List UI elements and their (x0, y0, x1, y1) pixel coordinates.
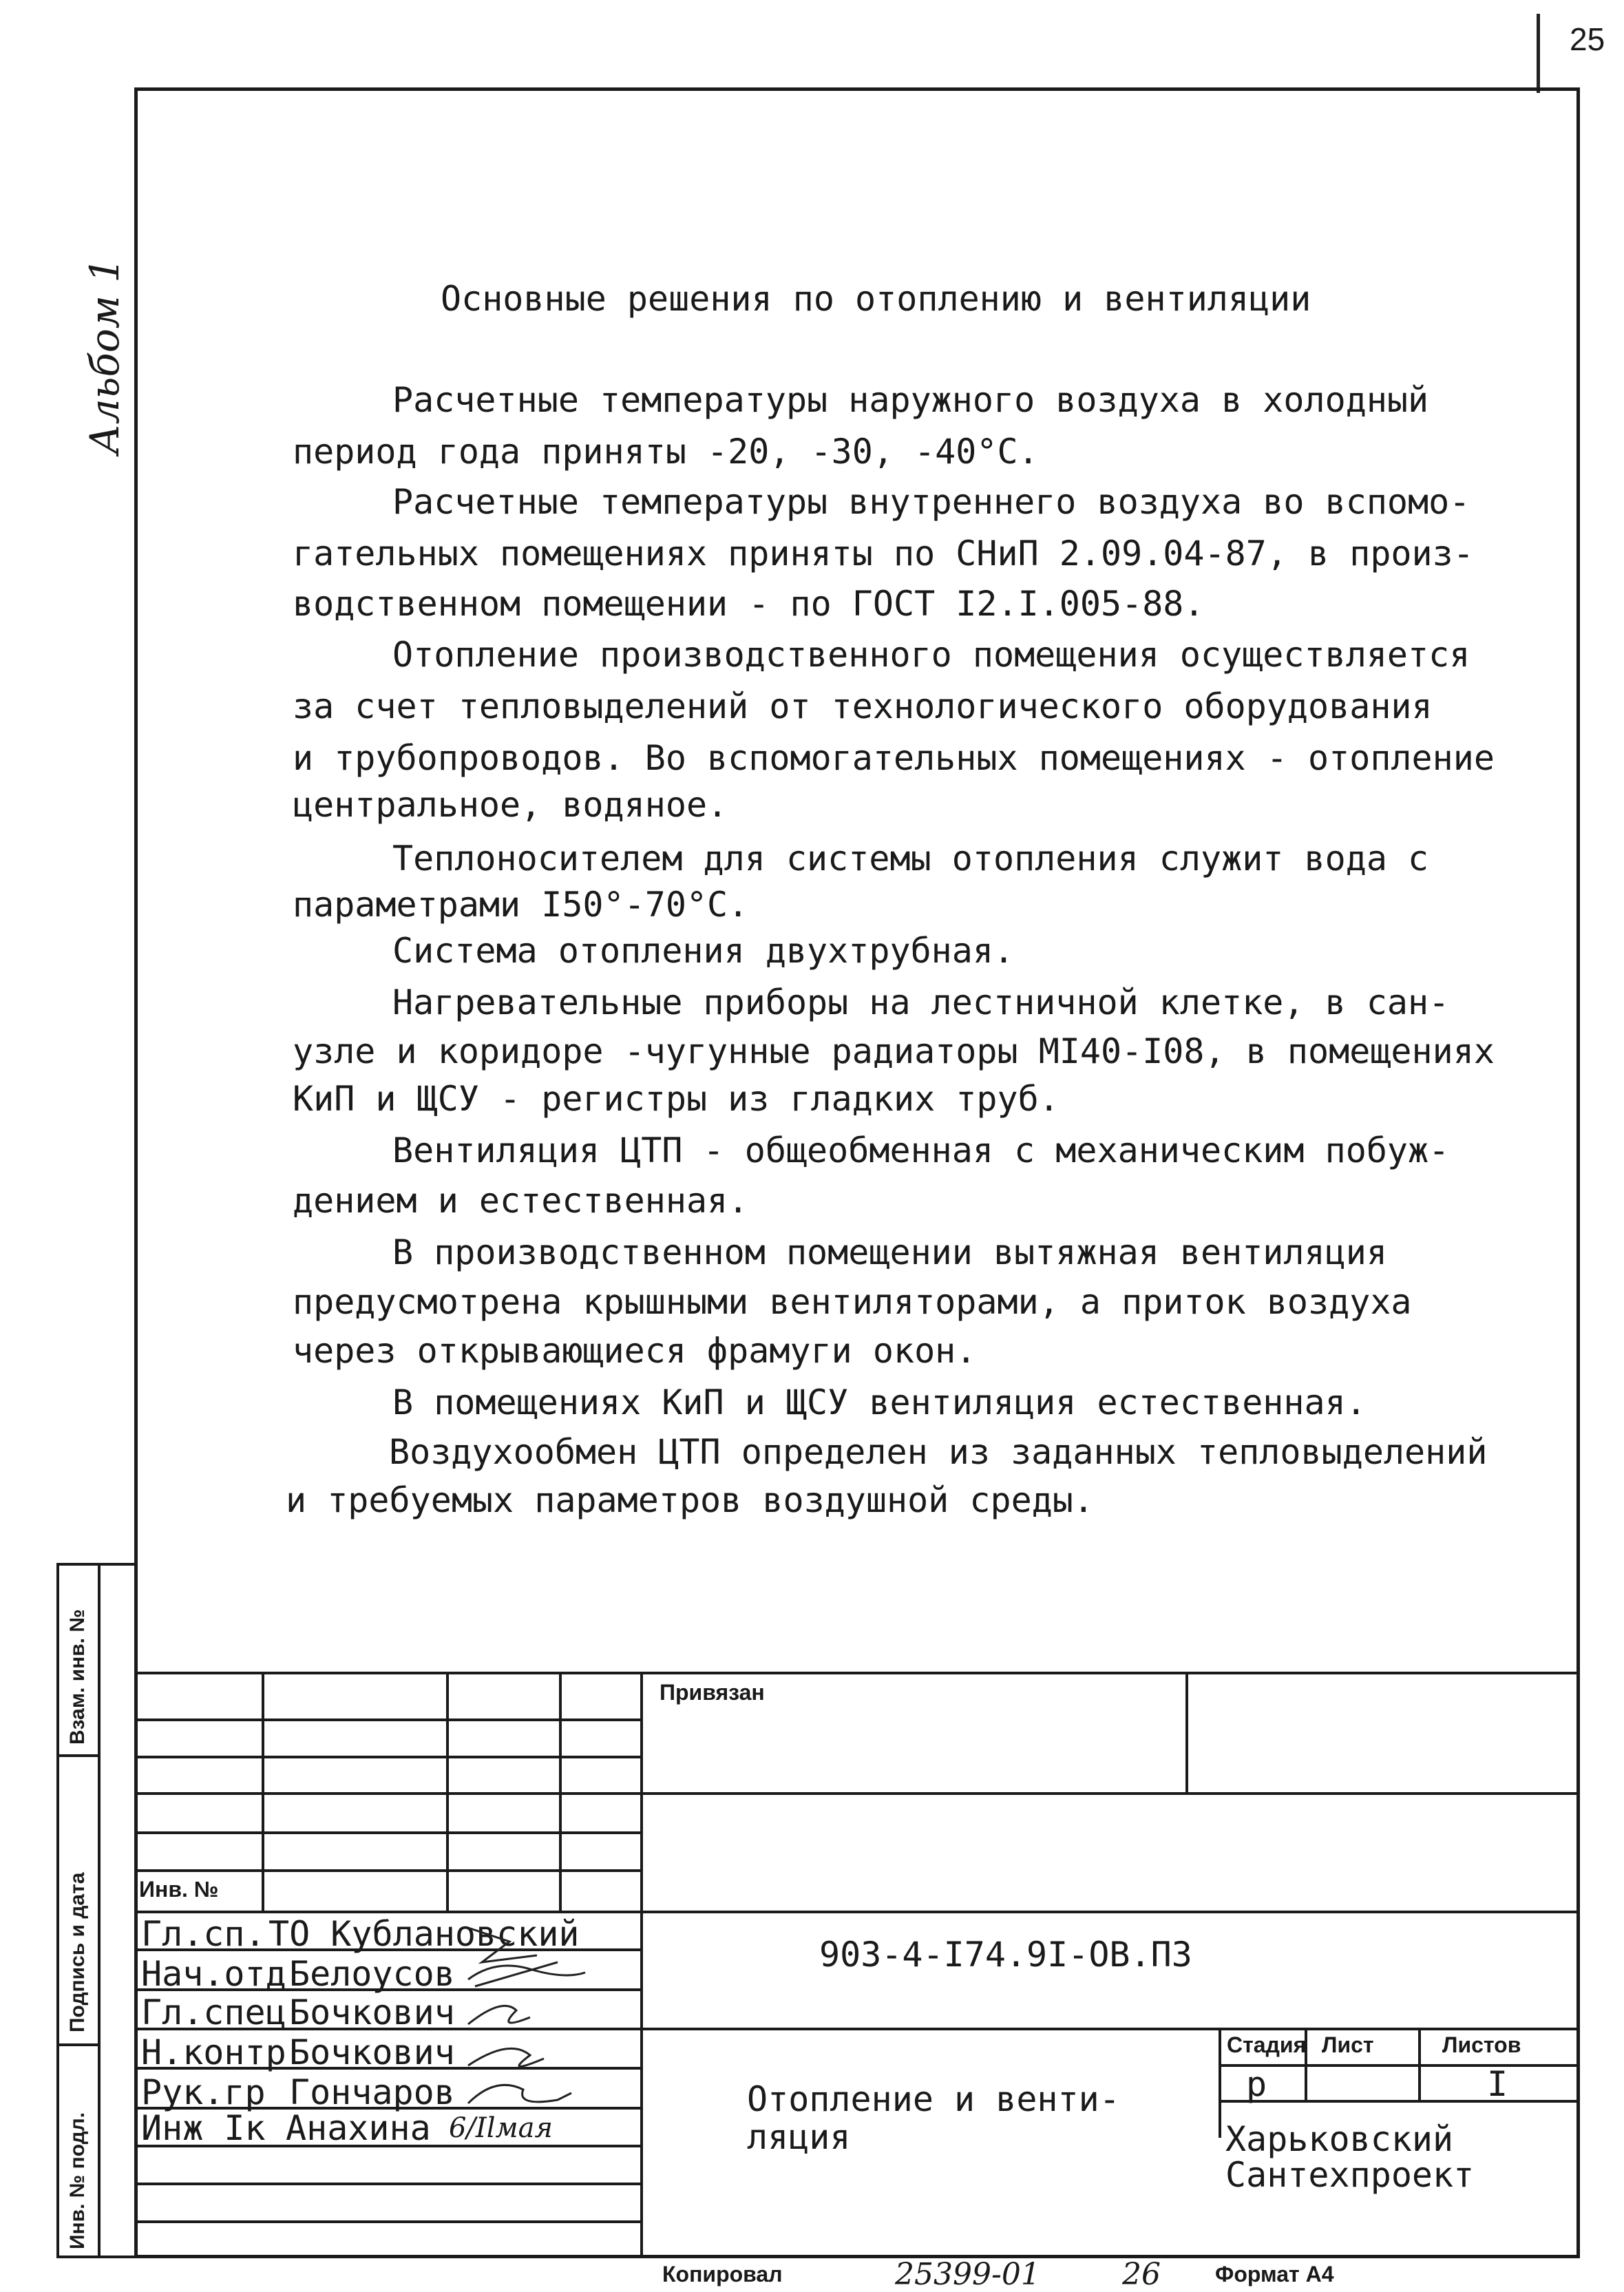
text-line: и требуемых параметров воздушной среды. (286, 1480, 1094, 1520)
grid-line (262, 1672, 264, 1913)
binding-strip (56, 1563, 134, 2258)
signature-scribble (468, 1962, 585, 1986)
text-line: через открывающиеся фрамуги окон. (293, 1331, 977, 1371)
organization-line: Сантехпроект (1225, 2155, 1475, 2195)
strip-label-podpis: Подпись и дата (66, 1872, 89, 2032)
grid-line (1219, 2028, 1221, 2138)
format-label: Формат А4 (1215, 2262, 1334, 2286)
strip-cell-vzam (59, 1566, 101, 1757)
text-line: Теплоносителем для системы отопления служит вода с (392, 839, 1429, 879)
grid-line (559, 1672, 562, 1913)
text-line: за счет тепловыделений от технологического оборудования (293, 686, 1433, 726)
staff-name: Белоусов (289, 1954, 455, 1994)
signature-scribble (468, 2006, 530, 2024)
section-heading: Основные решения по отоплению и вентиляции (441, 279, 1311, 319)
document-code: 903-4-I74.9I-OB.ПЗ (819, 1935, 1192, 1975)
text-line: Вентиляция ЦТП - общеобменная с механическим побуж- (392, 1131, 1450, 1170)
text-line: Воздухообмен ЦТП определен из заданных тепловыделений (389, 1432, 1488, 1472)
staff-role: Н.контр (141, 2032, 286, 2072)
grid-line (1219, 2100, 1580, 2103)
text-line: период года приняты -20, -30, -40°С. (293, 432, 1039, 472)
date-note: 6/Ilмая (449, 2112, 553, 2144)
page-number-divider (1537, 14, 1540, 93)
document-title-line: ляция (747, 2117, 851, 2157)
staff-name: Бочкович (289, 1993, 455, 2032)
sheets-value: I (1487, 2064, 1508, 2104)
copied-by-label: Копировал (662, 2262, 783, 2286)
strip-cell-inv-podl (59, 2046, 101, 2258)
grid-line (640, 1672, 643, 2258)
grid-line (134, 2220, 640, 2223)
grid-line (134, 1792, 1580, 1795)
album-note: Альбом 1 (81, 257, 128, 454)
staff-role: Гл.сп. (141, 1914, 266, 1954)
page-number: 25 (1570, 21, 1605, 57)
text-line: Расчетные температуры внутреннего воздуха во вспомо- (392, 482, 1470, 522)
text-line: Отопление производственного помещения осуществляется (392, 635, 1470, 675)
text-line: водственном помещении - по ГОСТ I2.I.005-88. (293, 584, 1205, 624)
grid-line (1185, 1672, 1188, 1792)
staff-name: ТО Кублановский (268, 1914, 580, 1954)
text-line: предусмотрена крышными вентиляторами, а приток воздуха (293, 1282, 1412, 1322)
grid-line (134, 1869, 640, 1872)
staff-name: Анахина (286, 2108, 431, 2148)
copy-sheet: 26 (1122, 2257, 1161, 2292)
staff-name: Гончаров (289, 2072, 455, 2112)
sheet-label: Лист (1322, 2032, 1374, 2057)
sheets-label: Листов (1442, 2032, 1521, 2057)
text-line: дением и естественная. (293, 1181, 749, 1221)
organization-line: Харьковский (1225, 2119, 1454, 2159)
stage-label: Стадия (1227, 2032, 1307, 2057)
grid-line (1219, 2064, 1580, 2067)
staff-role: Гл.спец (141, 1993, 286, 2032)
text-line: Система отопления двухтрубная. (392, 931, 1015, 971)
text-line: центральное, водяное. (293, 785, 728, 825)
grid-line (134, 1718, 640, 1721)
text-line: и трубопроводов. Во вспомогательных помещениях - отопление (293, 738, 1495, 778)
strip-cell-podpis (59, 1757, 101, 2046)
text-line: КиП и ЩСУ - регистры из гладких труб. (293, 1079, 1059, 1119)
text-line: В производственном помещении вытяжная вентиляция (392, 1232, 1387, 1272)
text-line: В помещениях КиП и ЩСУ вентиляция естественная. (392, 1382, 1367, 1422)
text-line: гательных помещениях приняты по СНиП 2.09.04-87, в произ- (293, 534, 1474, 574)
staff-name: Бочкович (289, 2032, 455, 2072)
strip-label-vzam: Взам. инв. № (66, 1609, 89, 1745)
stage-value: р (1246, 2064, 1267, 2104)
text-line: Расчетные температуры наружного воздуха в холодный (392, 380, 1429, 420)
grid-line (446, 1672, 449, 1913)
grid-line (134, 1756, 640, 1758)
signature-scribble (468, 1928, 537, 1962)
document-title-line: Отопление и венти- (747, 2079, 1120, 2119)
staff-role: Нач.отд (141, 1954, 286, 1994)
signature-scribble (468, 2048, 544, 2066)
grid-line (134, 1672, 1580, 1674)
grid-line (1418, 2028, 1421, 2100)
strip-label-inv-podl: Инв. № подл. (66, 2112, 89, 2249)
text-line: параметрами I50°-70°С. (293, 885, 749, 925)
signature-scribble (468, 2085, 571, 2103)
grid-line (134, 1911, 1580, 1913)
text-line: узле и коридоре -чугунные радиаторы MI40-I08, в помещениях (293, 1031, 1495, 1071)
privyazan-label: Привязан (660, 1680, 765, 1705)
signatures (454, 1921, 592, 2148)
staff-role: Инж Iк (141, 2108, 266, 2148)
staff-role: Рук.гр (141, 2072, 266, 2112)
inv-no-label: Инв. № (139, 1877, 219, 1902)
grid-line (134, 2183, 640, 2185)
grid-line (134, 1831, 640, 1834)
copy-number: 25399-01 (895, 2257, 1040, 2292)
text-line: Нагревательные приборы на лестничной клетке, в сан- (392, 982, 1450, 1022)
